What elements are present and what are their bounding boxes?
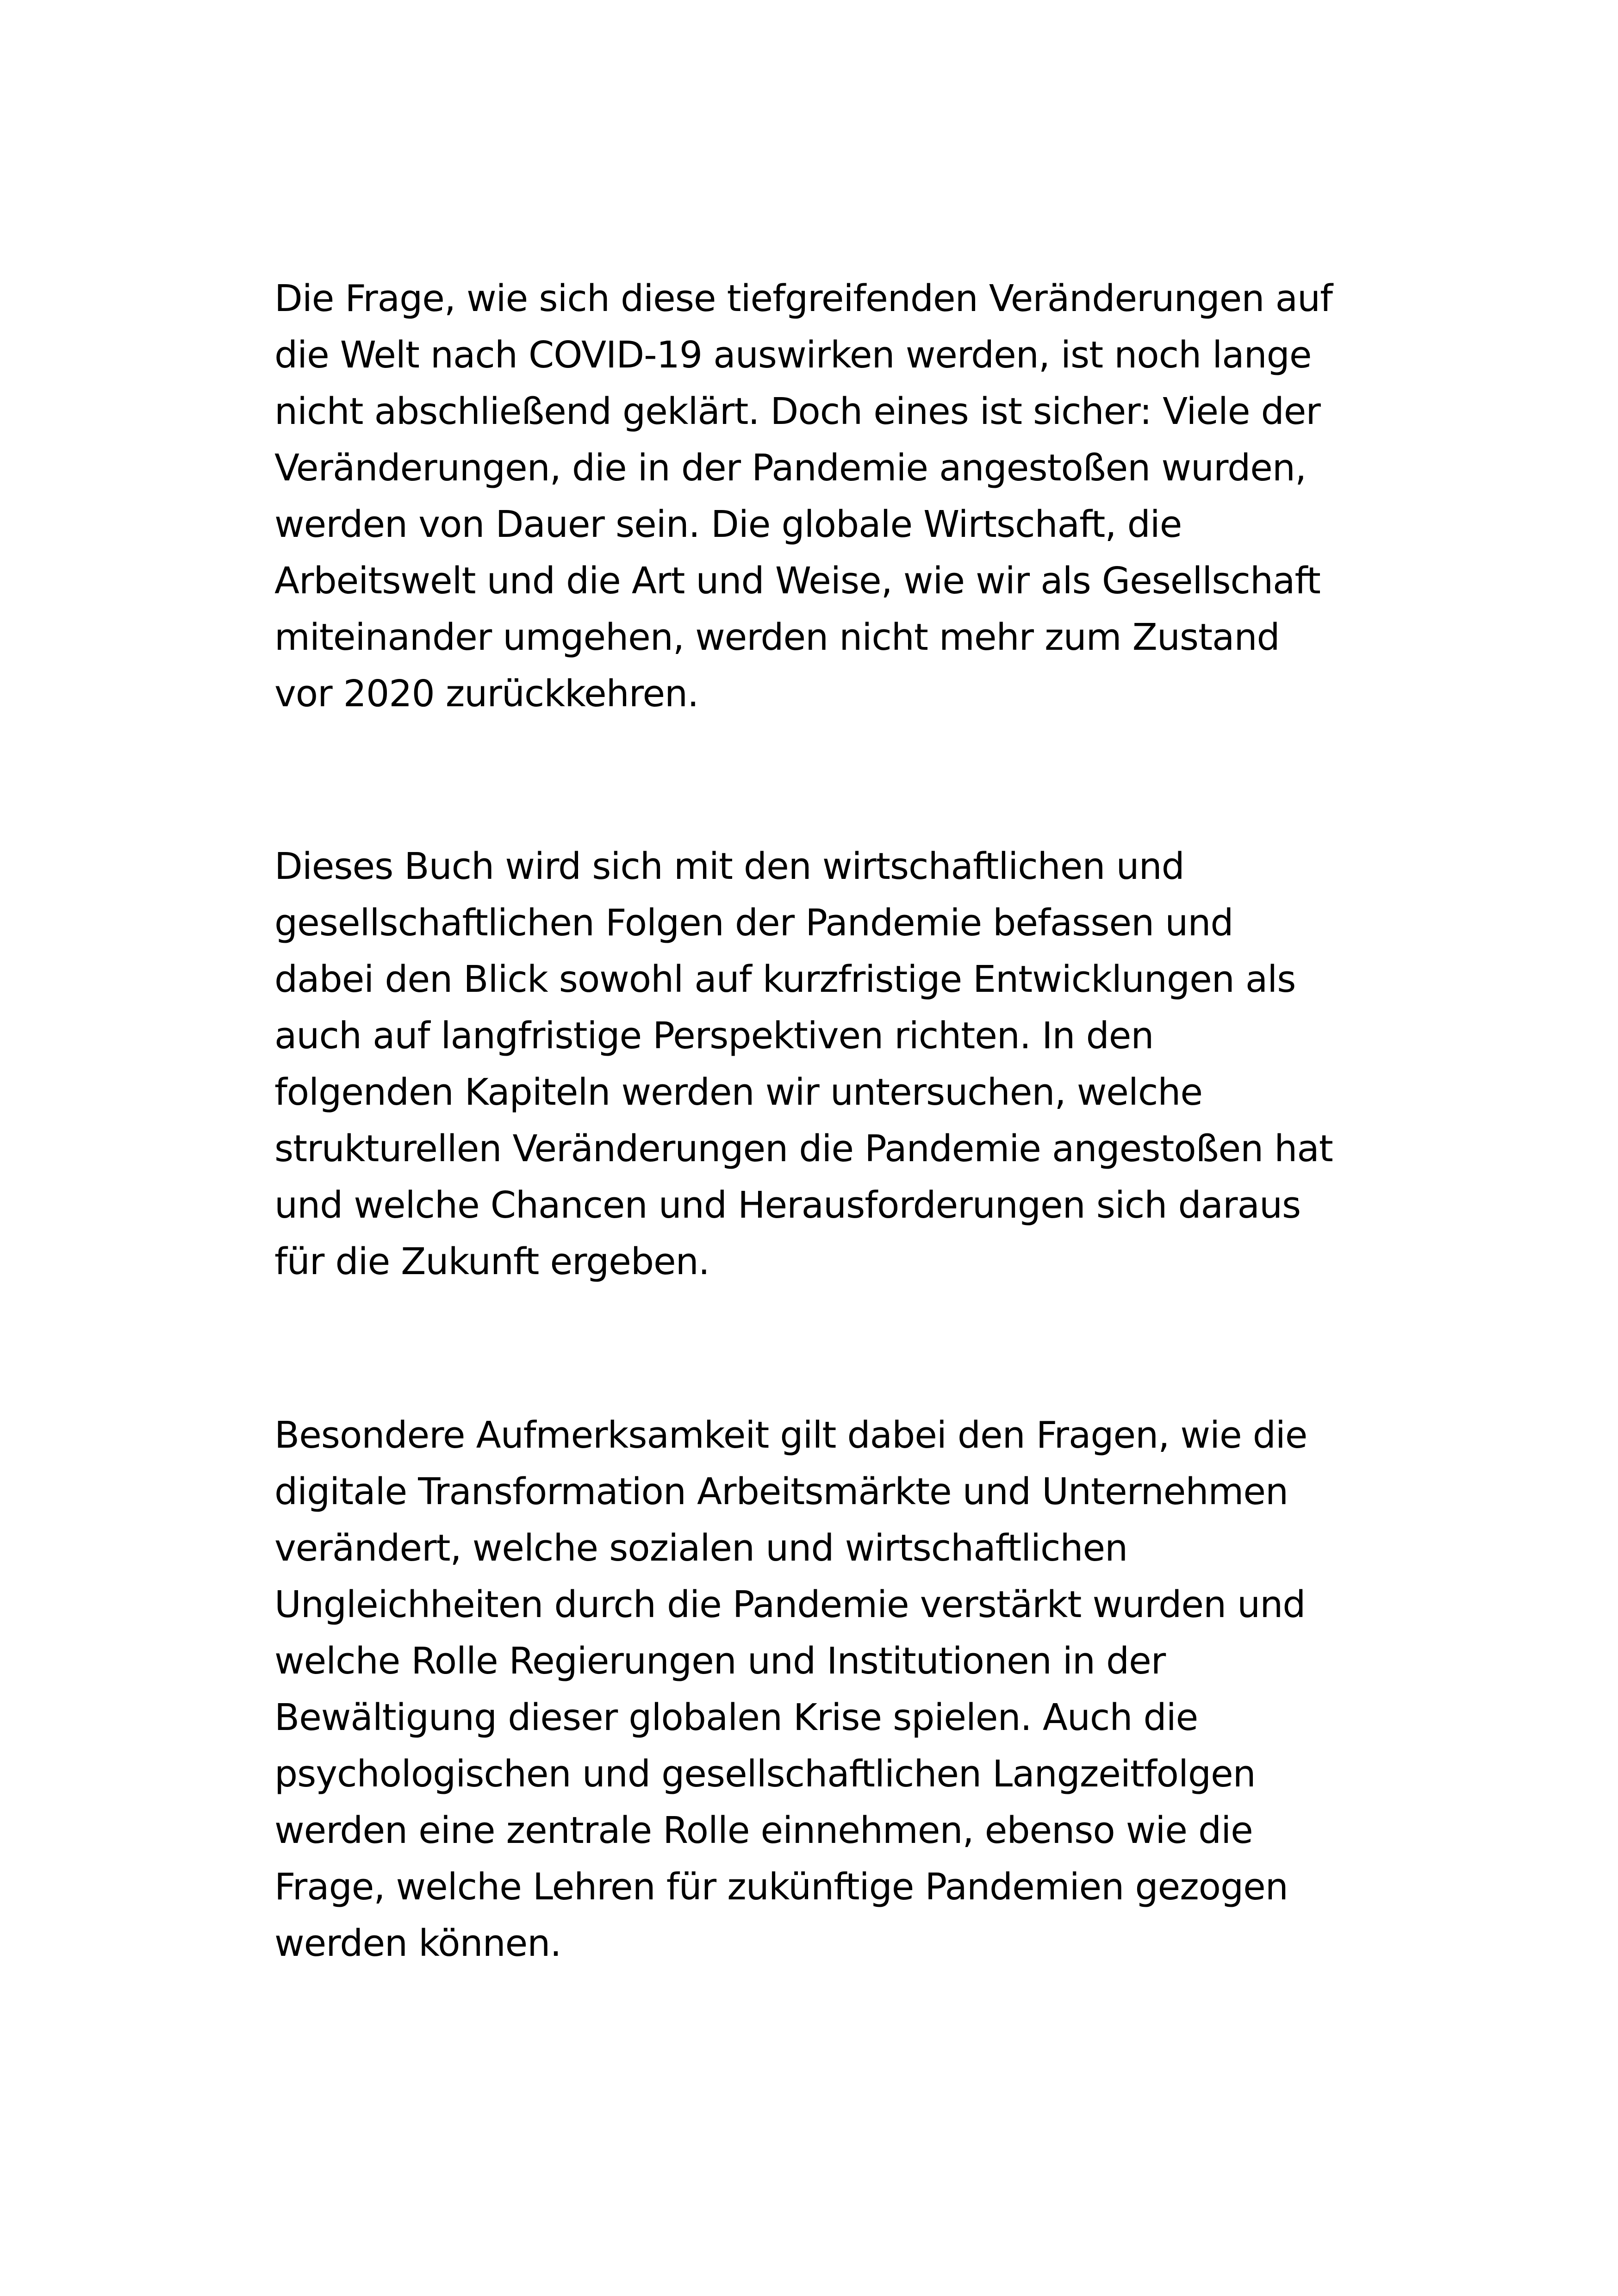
paragraph-line: für die Zukunft ergeben. [274,1240,709,1283]
paragraph-line: Bewältigung dieser globalen Krise spielen. Auch die [274,1696,1198,1739]
paragraph-3 [274,1407,1385,1972]
paragraph-line: und welche Chancen und Herausforderungen sich daraus [274,1184,1301,1226]
paragraph-line: werden können. [274,1922,561,1965]
paragraph-line: auch auf langfristige Perspektiven richten. In den [274,1014,1154,1057]
paragraph-line: welche Rolle Regierungen und Institutionen in der [274,1640,1166,1682]
paragraph-1 [274,270,1385,722]
paragraph-line: strukturellen Veränderungen die Pandemie angestoßen hat [274,1127,1333,1170]
paragraph-line: miteinander umgehen, werden nicht mehr zum Zustand [274,616,1280,659]
paragraph-line: vor 2020 zurückkehren. [274,672,699,715]
paragraph-line: Veränderungen, die in der Pandemie angestoßen wurden, [274,447,1307,489]
paragraph-line: werden eine zentrale Rolle einnehmen, ebenso wie die [274,1809,1253,1852]
paragraph-line: gesellschaftlichen Folgen der Pandemie befassen und [274,902,1233,944]
paragraph-line: digitale Transformation Arbeitsmärkte und Unternehmen [274,1470,1288,1513]
paragraph-line: Arbeitswelt und die Art und Weise, wie wir als Gesellschaft [274,560,1320,602]
paragraph-line: Ungleichheiten durch die Pandemie verstärkt wurden und [274,1583,1306,1626]
paragraph-line: Dieses Buch wird sich mit den wirtschaftlichen und [274,845,1184,888]
paragraph-2 [274,838,1385,1290]
paragraph-line: folgenden Kapiteln werden wir untersuchen, welche [274,1071,1202,1114]
paragraph-line: verändert, welche sozialen und wirtschaftlichen [274,1527,1128,1569]
paragraph-line: psychologischen und gesellschaftlichen Langzeitfolgen [274,1753,1256,1795]
paragraph-line: nicht abschließend geklärt. Doch eines ist sicher: Viele der [274,390,1320,433]
paragraph-line: Die Frage, wie sich diese tiefgreifenden Veränderungen auf [274,277,1332,320]
paragraph-line: werden von Dauer sein. Die globale Wirtschaft, die [274,503,1182,546]
paragraph-line: die Welt nach COVID-19 auswirken werden, ist noch lange [274,334,1312,376]
paragraph-line: Frage, welche Lehren für zukünftige Pandemien gezogen [274,1866,1288,1908]
paragraph-line: Besondere Aufmerksamkeit gilt dabei den Fragen, wie die [274,1414,1307,1456]
paragraph-line: dabei den Blick sowohl auf kurzfristige Entwicklungen als [274,958,1296,1001]
